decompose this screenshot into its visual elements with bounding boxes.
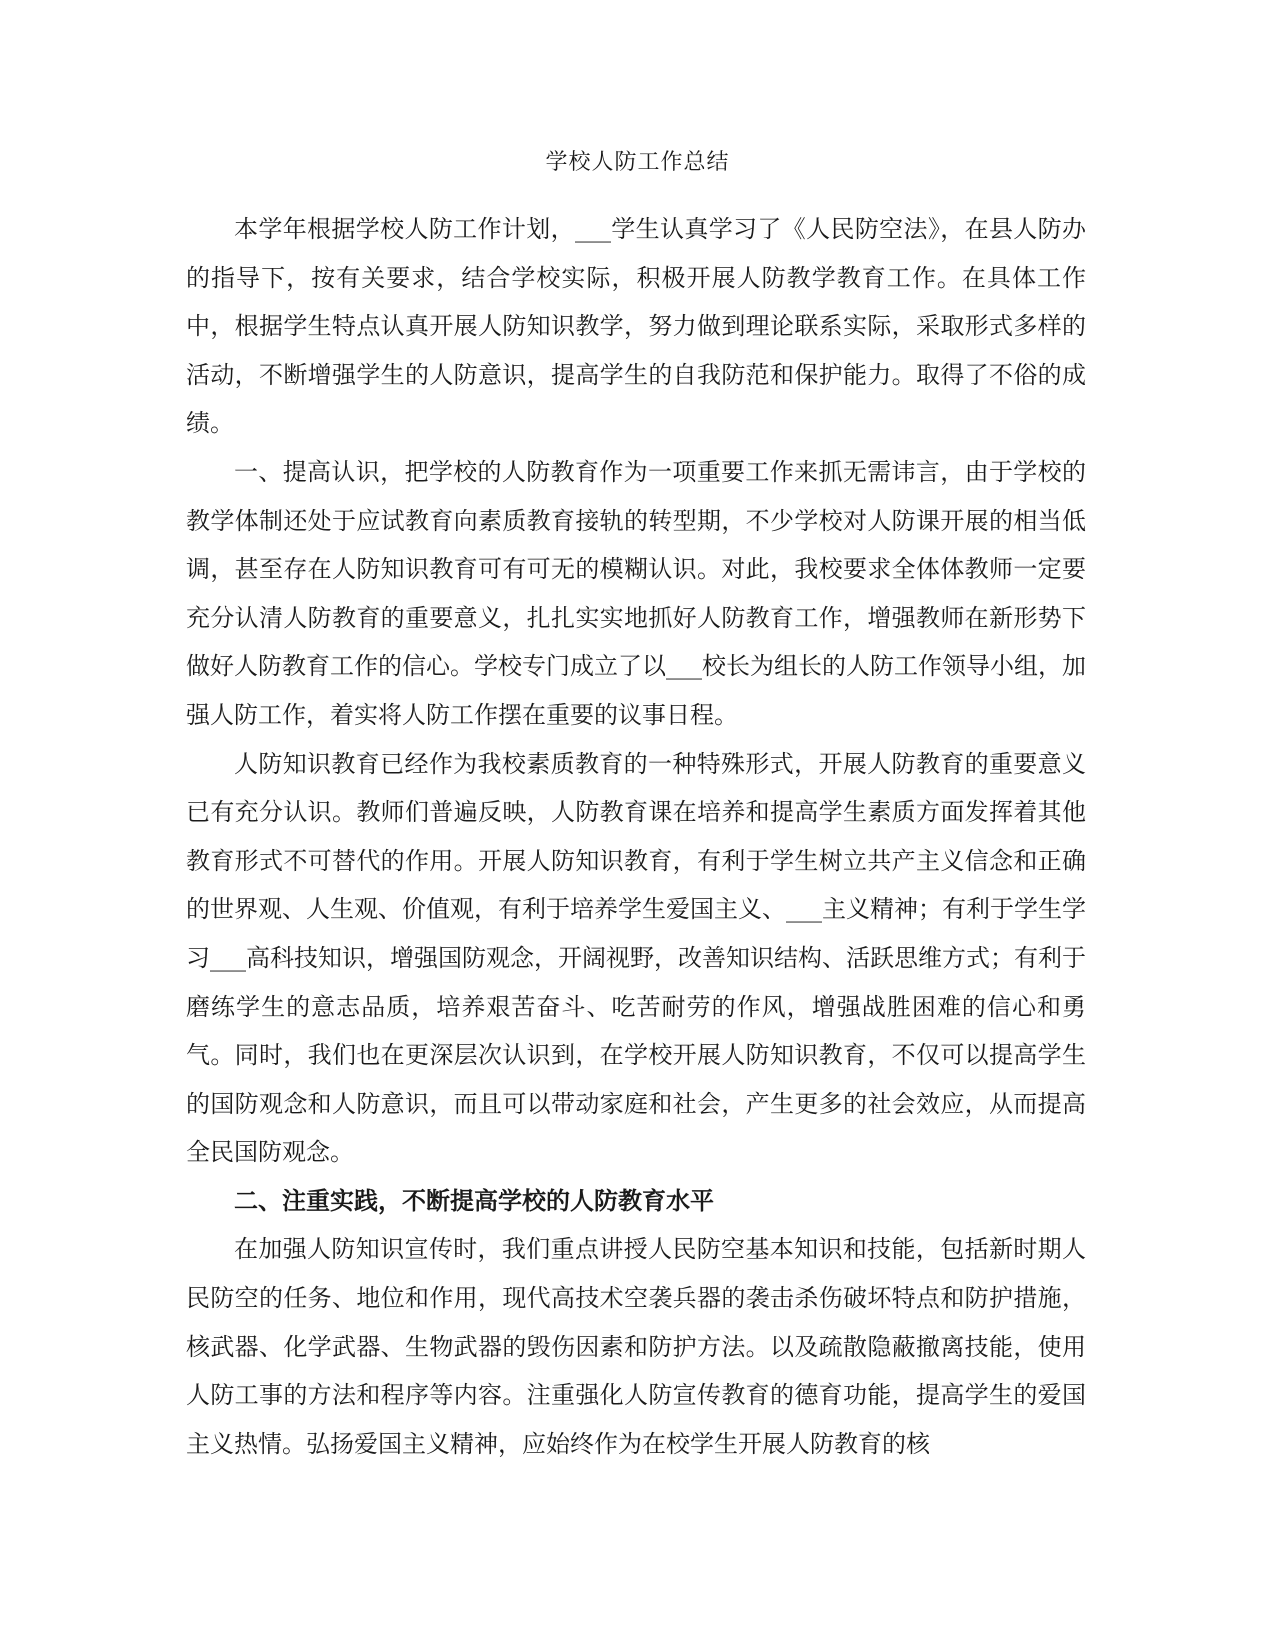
paragraph-intro: 本学年根据学校人防工作计划，___学生认真学习了《人民防空法》，在县人防办的指导下，按有关要求，结合学校实际，积极开展人防教学教育工作。在具体工作中，根据学生特点认真开展人防知识教学，努力做到理论联系实际，采取形式多样的活动，不断增强学生的人防意识，提高学生的自我防范和保护能力。取得了不俗的成绩。 — [186, 215, 1086, 438]
document-body — [186, 205, 1086, 1468]
paragraph-section-two: 在加强人防知识宣传时，我们重点讲授人民防空基本知识和技能，包括新时期人民防空的任务、地位和作用，现代高技术空袭兵器的袭击杀伤破坏特点和防护措施，核武器、化学武器、生物武器的毁伤因素和防护方法。以及疏散隐蔽撤离技能，使用人防工事的方法和程序等内容。注重强化人防宣传教育的德育功能，提高学生的爱国主义热情。弘扬爱国主义精神，应始终作为在校学生开展人防教育的核 — [186, 1235, 1086, 1458]
paragraph-education-significance: 人防知识教育已经作为我校素质教育的一种特殊形式，开展人防教育的重要意义已有充分认识。教师们普遍反映，人防教育课在培养和提高学生素质方面发挥着其他教育形式不可替代的作用。开展人防知识教育，有利于学生树立共产主义信念和正确的世界观、人生观、价值观，有利于培养学生爱国主义、___主义精神；有利于学生学习___高科技知识，增强国防观念，开阔视野，改善知识结构、活跃思维方式；有利于磨练学生的意志品质，培养艰苦奋斗、吃苦耐劳的作风，增强战胜困难的信心和勇气。同时，我们也在更深层次认识到，在学校开展人防知识教育，不仅可以提高学生的国防观念和人防意识，而且可以带动家庭和社会，产生更多的社会效应，从而提高全民国防观念。 — [186, 749, 1086, 1167]
document-title: 学校人防工作总结 — [545, 150, 730, 175]
section-heading-two: 二、注重实践，不断提高学校的人防教育水平 — [234, 1185, 714, 1215]
paragraph-section-one: 一、提高认识，把学校的人防教育作为一项重要工作来抓无需讳言，由于学校的教学体制还处于应试教育向素质教育接轨的转型期，不少学校对人防课开展的相当低调，甚至存在人防知识教育可有可无的模糊认识。对此，我校要求全体体教师一定要充分认清人防教育的重要意义，扎扎实实地抓好人防教育工作，增强教师在新形势下做好人防教育工作的信心。学校专门成立了以___校长为组长的人防工作领导小组，加强人防工作，着实将人防工作摆在重要的议事日程。 — [186, 457, 1086, 729]
